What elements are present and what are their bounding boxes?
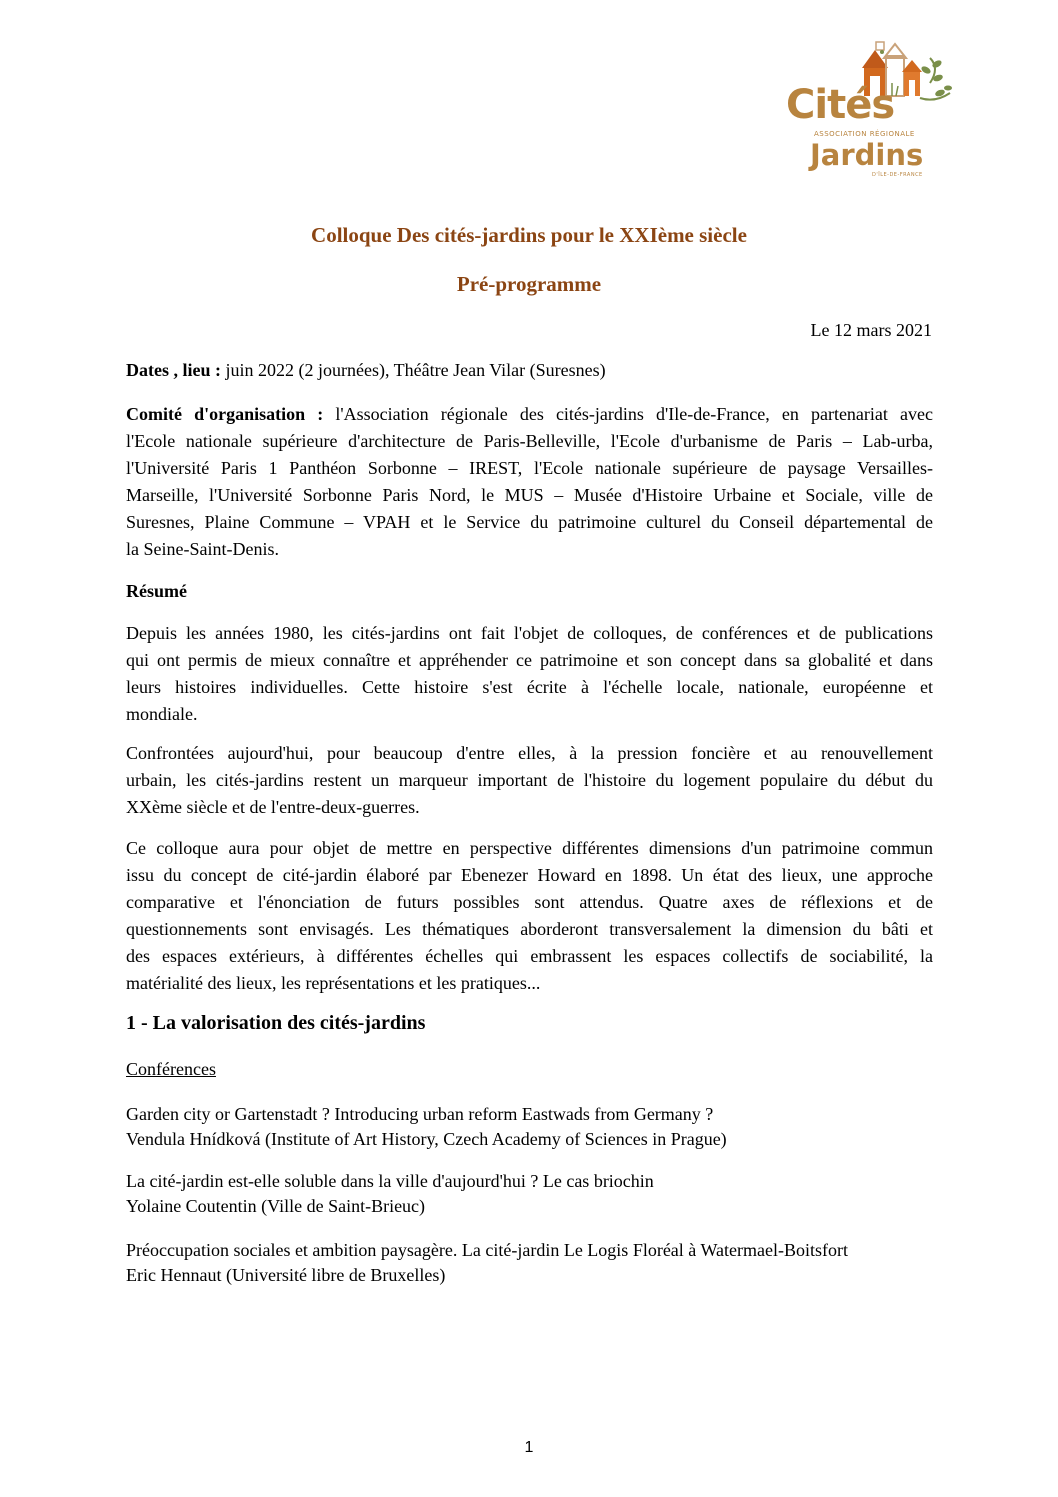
para-line: Ce colloque aura pour objet de mettre en perspective différentes dimensions d'un patrimoine commun [126, 838, 933, 858]
section-1-heading: 1 - La valorisation des cités-jardins [126, 1012, 426, 1034]
para-line: comparative et l'énonciation de futurs possibles sont attendus. Quatre axes de réflexions et de [126, 892, 933, 912]
logo-word-cites: Cités [786, 82, 895, 128]
page-number: 1 [524, 1439, 534, 1456]
para-line: leurs histoires individuelles. Cette histoire s'est écrite à l'échelle locale, nationale, européenne et [126, 677, 933, 697]
comite-line: l'Université Paris 1 Panthéon Sorbonne – IREST, l'Ecole nationale supérieure de paysage Versailles- [126, 458, 933, 478]
resume-heading: Résumé [126, 581, 187, 601]
para-line: Confrontées aujourd'hui, pour beaucoup d'entre elles, à la pression foncière et au renouvellement [126, 743, 933, 763]
logo-word-jardins: Jardins [810, 138, 924, 172]
logo-association-label: ASSOCIATION RÉGIONALE [814, 130, 915, 138]
conferences-heading: Conférences [126, 1059, 216, 1079]
document-subtitle: Pré-programme [456, 272, 602, 296]
conference-title: Préoccupation sociales et ambition paysagère. La cité-jardin Le Logis Floréal à Watermael-Boitsfort [126, 1240, 848, 1260]
comite-line: Marseille, l'Université Sorbonne Paris Nord, le MUS – Musée d'Histoire Urbaine et Sociale, ville de [126, 485, 933, 505]
conference-speaker: Eric Hennaut (Université libre de Bruxelles) [126, 1265, 446, 1285]
dates-value: juin 2022 (2 journées), Théâtre Jean Vilar (Suresnes) [220, 360, 606, 380]
para-line: qui ont permis de mieux connaître et appréhender ce patrimoine et son concept dans sa globalité et dans [126, 650, 933, 670]
para-line: XXème siècle et de l'entre-deux-guerres. [126, 797, 420, 817]
para-line: mondiale. [126, 704, 198, 724]
document-date: Le 12 mars 2021 [810, 320, 932, 340]
conference-title: La cité-jardin est-elle soluble dans la ville d'aujourd'hui ? Le cas briochin [126, 1171, 654, 1191]
comite-line [126, 402, 933, 427]
para-line: urbain, les cités-jardins restent un marqueur important de l'histoire du logement populaire du début du [126, 770, 933, 790]
comite-line: l'Ecole nationale supérieure d'architecture de Paris-Belleville, l'Ecole d'urbanisme de Paris – Lab-urba, [126, 431, 933, 451]
conference-speaker: Vendula Hnídková (Institute of Art History, Czech Academy of Sciences in Prague) [126, 1129, 727, 1149]
comite-text: l'Association régionale des cités-jardins d'Ile-de-France, en partenariat avec [323, 404, 933, 424]
dates-label: Dates , lieu : [126, 360, 221, 380]
conference-speaker: Yolaine Coutentin (Ville de Saint-Brieuc) [126, 1196, 426, 1216]
cites-jardins-logo [780, 38, 960, 178]
para-line: Depuis les années 1980, les cités-jardins ont fait l'objet de colloques, de conférences et de publications [126, 623, 933, 643]
para-line: matérialité des lieux, les représentations et les pratiques... [126, 973, 541, 993]
comite-line: la Seine-Saint-Denis. [126, 539, 279, 559]
comite-label: Comité d'organisation : [126, 404, 324, 424]
para-line: des espaces extérieurs, à différentes échelles qui embrassent les espaces collectifs de sociabilité, la [126, 946, 933, 966]
para-line: issu du concept de cité-jardin élaboré par Ebenezer Howard en 1898. Un état des lieux, une approche [126, 865, 933, 885]
comite-line: Suresnes, Plaine Commune – VPAH et le Service du patrimoine culturel du Conseil départemental de [126, 512, 933, 532]
dates-location-line [126, 358, 933, 383]
para-line: questionnements sont envisagés. Les thématiques aborderont transversalement la dimension du bâti et [126, 919, 933, 939]
logo-region-label: D'ÎLE-DE-FRANCE [872, 172, 923, 178]
conference-title: Garden city or Gartenstadt ? Introducing urban reform Eastwads from Germany ? [126, 1104, 714, 1124]
document-title: Colloque Des cités-jardins pour le XXIème siècle [311, 223, 747, 247]
